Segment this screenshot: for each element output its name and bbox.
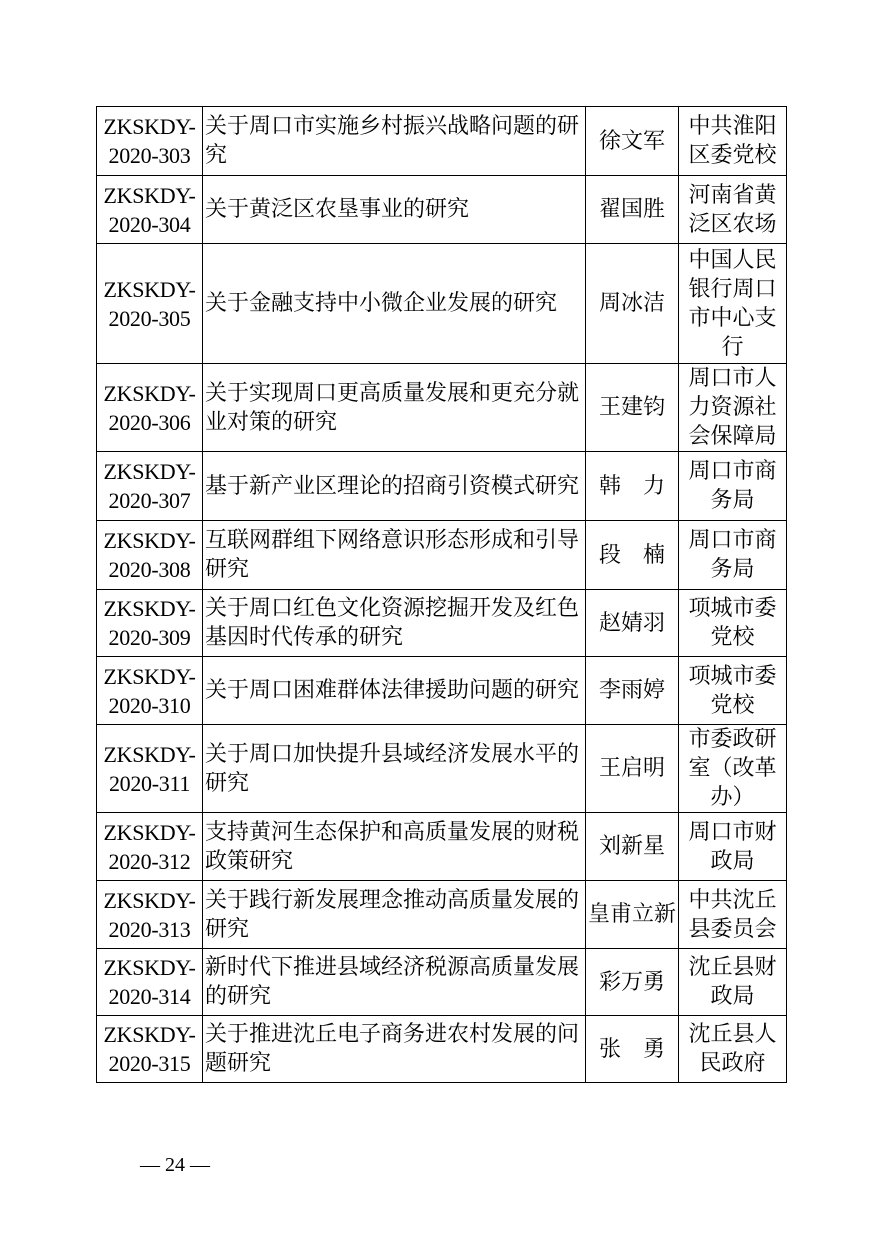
project-code-cell [97, 813, 203, 881]
project-title-cell: 关于金融支持中小微企业发展的研究 [203, 244, 586, 364]
project-code-cell [97, 364, 203, 452]
project-title-cell: 关于实现周口更高质量发展和更充分就业对策的研究 [203, 364, 586, 452]
project-unit-cell: 周口市财政局 [679, 813, 787, 881]
project-code-number: 2020-308 [108, 557, 191, 582]
table-row [97, 881, 787, 949]
project-title-cell: 关于周口红色文化资源挖掘开发及红色基因时代传承的研究 [203, 590, 586, 657]
project-code-cell [97, 949, 203, 1016]
project-author-cell: 彩万勇 [586, 949, 679, 1016]
project-code-cell [97, 657, 203, 725]
project-code-number: 2020-312 [108, 848, 191, 874]
project-code-cell [97, 521, 203, 590]
table-row [97, 521, 787, 590]
project-code-number: 2020-303 [108, 143, 191, 168]
project-code-number: 2020-309 [108, 625, 191, 650]
project-code-prefix: ZKSKDY- [103, 459, 196, 484]
project-code-cell [97, 452, 203, 521]
project-code-prefix: ZKSKDY- [103, 276, 196, 302]
table-row [97, 813, 787, 881]
project-title-cell: 关于推进沈丘电子商务进农村发展的问题研究 [203, 1016, 586, 1083]
project-code-number: 2020-306 [108, 409, 191, 435]
project-title-cell: 关于周口困难群体法律援助问题的研究 [203, 657, 586, 725]
project-code-prefix: ZKSKDY- [103, 1022, 196, 1047]
project-unit-cell: 项城市委党校 [679, 657, 787, 725]
project-unit-cell: 河南省黄泛区农场 [679, 176, 787, 244]
project-code-prefix: ZKSKDY- [103, 528, 196, 553]
project-unit-cell: 中共沈丘县委员会 [679, 881, 787, 949]
table-row [97, 452, 787, 521]
project-author-cell: 赵婧羽 [586, 590, 679, 657]
project-code-cell [97, 107, 203, 176]
project-author-cell: 周冰洁 [586, 244, 679, 364]
project-author-cell: 张 勇 [586, 1016, 679, 1083]
project-unit-cell: 周口市商务局 [679, 452, 787, 521]
table-row [97, 590, 787, 657]
project-author-cell: 李雨婷 [586, 657, 679, 725]
project-author-cell: 翟国胜 [586, 176, 679, 244]
project-code-prefix: ZKSKDY- [103, 380, 196, 406]
project-unit-cell: 项城市委党校 [679, 590, 787, 657]
project-code-cell [97, 881, 203, 949]
project-code-cell [97, 244, 203, 364]
project-unit-cell: 市委政研室（改革办） [679, 725, 787, 813]
project-author-cell: 徐文军 [586, 107, 679, 176]
project-code-number: 2020-311 [108, 770, 191, 796]
project-title-cell: 关于践行新发展理念推动高质量发展的研究 [203, 881, 586, 949]
project-code-cell [97, 590, 203, 657]
project-code-number: 2020-305 [108, 305, 191, 331]
project-code-prefix: ZKSKDY- [103, 819, 196, 845]
project-unit-cell: 周口市商务局 [679, 521, 787, 590]
table-row [97, 364, 787, 452]
project-unit-cell: 中共淮阳区委党校 [679, 107, 787, 176]
table-row [97, 107, 787, 176]
project-code-prefix: ZKSKDY- [103, 114, 196, 139]
project-code-cell [97, 176, 203, 244]
table-row [97, 725, 787, 813]
page-number: — 24 — [140, 1154, 210, 1176]
table-row [97, 657, 787, 725]
project-code-prefix: ZKSKDY- [103, 663, 196, 689]
project-code-prefix: ZKSKDY- [103, 182, 196, 208]
table-row [97, 949, 787, 1016]
project-unit-cell: 沈丘县人民政府 [679, 1016, 787, 1083]
project-title-cell: 关于黄泛区农垦事业的研究 [203, 176, 586, 244]
project-unit-cell: 沈丘县财政局 [679, 949, 787, 1016]
project-title-cell: 互联网群组下网络意识形态形成和引导研究 [203, 521, 586, 590]
project-code-prefix: ZKSKDY- [103, 596, 196, 621]
project-code-cell [97, 725, 203, 813]
project-code-number: 2020-314 [108, 984, 191, 1009]
project-title-cell: 关于周口市实施乡村振兴战略问题的研究 [203, 107, 586, 176]
project-code-cell [97, 1016, 203, 1083]
project-title-cell: 关于周口加快提升县域经济发展水平的研究 [203, 725, 586, 813]
project-code-number: 2020-304 [108, 211, 191, 237]
table-row [97, 244, 787, 364]
project-code-prefix: ZKSKDY- [103, 887, 196, 913]
project-code-number: 2020-313 [108, 916, 191, 942]
project-code-number: 2020-310 [108, 692, 191, 718]
research-topics-table [96, 106, 787, 1083]
project-author-cell: 王建钧 [586, 364, 679, 452]
project-title-cell: 支持黄河生态保护和高质量发展的财税政策研究 [203, 813, 586, 881]
project-title-cell: 基于新产业区理论的招商引资模式研究 [203, 452, 586, 521]
table-row [97, 1016, 787, 1083]
project-author-cell: 皇甫立新 [586, 881, 679, 949]
project-unit-cell: 中国人民银行周口市中心支行 [679, 244, 787, 364]
project-code-prefix: ZKSKDY- [103, 955, 196, 980]
project-title-cell: 新时代下推进县域经济税源高质量发展的研究 [203, 949, 586, 1016]
project-code-number: 2020-315 [108, 1051, 191, 1076]
project-author-cell: 王启明 [586, 725, 679, 813]
project-code-number: 2020-307 [108, 488, 191, 513]
project-author-cell: 韩 力 [586, 452, 679, 521]
project-code-prefix: ZKSKDY- [103, 741, 196, 767]
project-author-cell: 刘新星 [586, 813, 679, 881]
project-unit-cell: 周口市人力资源社会保障局 [679, 364, 787, 452]
table-row [97, 176, 787, 244]
project-author-cell: 段 楠 [586, 521, 679, 590]
